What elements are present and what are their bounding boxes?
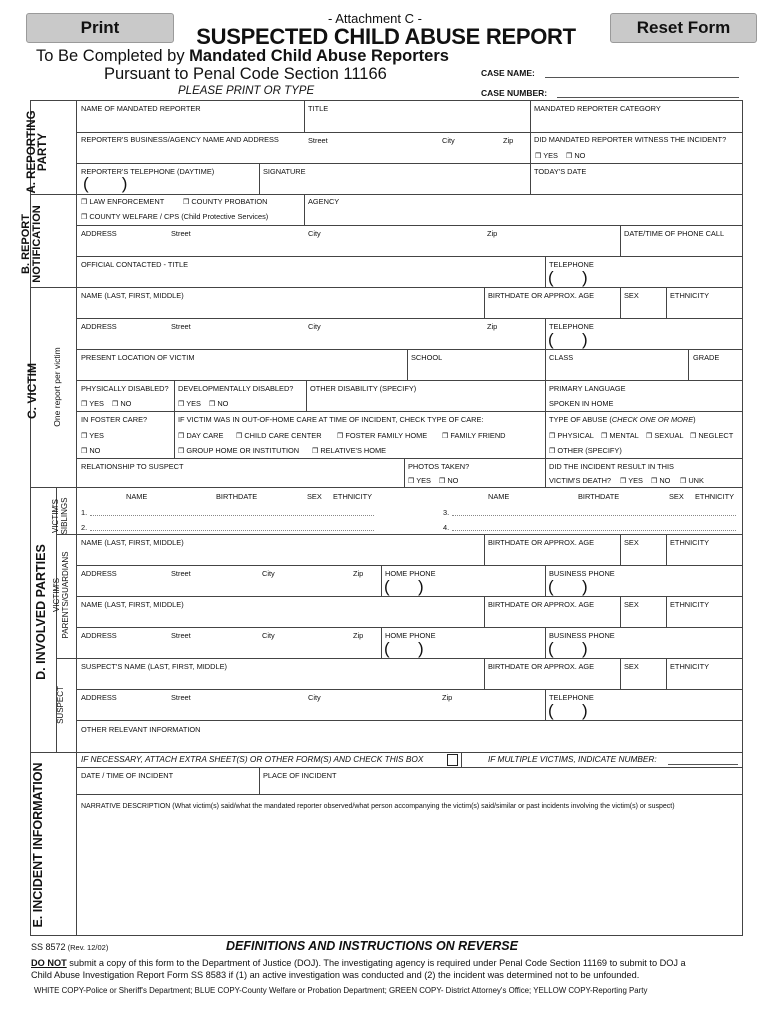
- siblings-birthdate-header: BIRTHDATE: [216, 492, 258, 501]
- subtitle-line-2: Pursuant to Penal Code Section 11166: [104, 65, 387, 83]
- sexual-abuse-checkbox[interactable]: ❒ SEXUAL: [646, 431, 684, 440]
- parent-1-zip-label: Zip: [353, 569, 364, 578]
- suspect-name-field[interactable]: SUSPECT'S NAME (LAST, FIRST, MIDDLE): [81, 662, 227, 671]
- parent-1-address-field[interactable]: ADDRESS: [81, 569, 117, 578]
- family-friend-checkbox[interactable]: ❒ FAMILY FRIEND: [442, 431, 506, 440]
- parent-1-city-label: City: [262, 569, 275, 578]
- other-relevant-info-field[interactable]: OTHER RELEVANT INFORMATION: [81, 725, 201, 734]
- law-enforcement-checkbox[interactable]: ❒ LAW ENFORCEMENT: [81, 197, 165, 206]
- form-title: SUSPECTED CHILD ABUSE REPORT: [196, 24, 576, 49]
- section-a-label: A. REPORTING PARTY: [26, 110, 49, 194]
- case-number-label: CASE NUMBER:: [481, 88, 548, 98]
- abuse-type-question: TYPE OF ABUSE (CHECK ONE OR MORE): [549, 415, 696, 424]
- suspect-address-field[interactable]: ADDRESS: [81, 693, 117, 702]
- siblings-ethnicity-header-2: ETHNICITY: [695, 492, 735, 501]
- county-probation-checkbox[interactable]: ❒ COUNTY PROBATION: [183, 197, 268, 206]
- reporter-business-field[interactable]: REPORTER'S BUSINESS/AGENCY NAME AND ADDRESS: [81, 135, 279, 144]
- foster-family-home-checkbox[interactable]: ❒ FOSTER FAMILY HOME: [337, 431, 428, 440]
- spoken-in-home-label: SPOKEN IN HOME: [549, 399, 614, 408]
- subtitle-line-1: [36, 47, 449, 66]
- case-name-label: CASE NAME:: [481, 68, 535, 78]
- death-no[interactable]: ❒ NO: [651, 476, 671, 485]
- siblings-sex-header: SEX: [307, 492, 322, 501]
- relationship-to-suspect-field[interactable]: RELATIONSHIP TO SUSPECT: [81, 462, 184, 471]
- suspect-sex-field[interactable]: SEX: [624, 662, 639, 671]
- siblings-birthdate-header-2: BIRTHDATE: [578, 492, 620, 501]
- victim-ethnicity-field[interactable]: ETHNICITY: [670, 291, 710, 300]
- reporter-category-field[interactable]: MANDATED REPORTER CATEGORY: [534, 104, 661, 113]
- sibling-3-field[interactable]: [452, 515, 736, 516]
- multiple-victims-label: IF MULTIPLE VICTIMS, INDICATE NUMBER:: [488, 754, 657, 764]
- victim-phone-area: ( ): [548, 330, 588, 349]
- group-home-checkbox[interactable]: ❒ GROUP HOME OR INSTITUTION: [178, 446, 300, 455]
- parent-2-zip-label: Zip: [353, 631, 364, 640]
- attachment-label: - Attachment C -: [328, 11, 422, 26]
- subtitle-bold: Mandated Child Abuse Reporters: [189, 47, 449, 65]
- day-care-checkbox[interactable]: ❒ DAY CARE: [178, 431, 224, 440]
- todays-date-field[interactable]: TODAY'S DATE: [534, 167, 587, 176]
- victim-grade-field[interactable]: GRADE: [693, 353, 720, 362]
- suspect-ethnicity-field[interactable]: ETHNICITY: [670, 662, 710, 671]
- copy-distribution: WHITE COPY-Police or Sheriff's Department; BLUE COPY-County Welfare or Probation Department; GREEN COPY- District Attorney's Office; YELLOW COPY-Reporting Party: [34, 986, 648, 995]
- section-d-label: D. INVOLVED PARTIES: [34, 544, 48, 680]
- parent-2-birthdate-field[interactable]: BIRTHDATE OR APPROX. AGE: [488, 600, 595, 609]
- victim-city-label: City: [308, 322, 321, 331]
- county-welfare-checkbox[interactable]: ❒ COUNTY WELFARE / CPS (Child Protective Services): [81, 212, 269, 221]
- phone-call-datetime-field[interactable]: DATE/TIME OF PHONE CALL: [624, 229, 725, 238]
- notification-street-label: Street: [171, 229, 191, 238]
- reset-form-button[interactable]: Reset Form: [610, 13, 757, 43]
- victim-name-field[interactable]: NAME (LAST, FIRST, MIDDLE): [81, 291, 184, 300]
- physically-disabled-yes[interactable]: ❒ YES: [81, 399, 104, 408]
- witness-yes-checkbox[interactable]: ❒ YES: [535, 151, 558, 160]
- incident-datetime-field[interactable]: DATE / TIME OF INCIDENT: [81, 771, 174, 780]
- photos-taken-question: PHOTOS TAKEN?: [408, 462, 470, 471]
- suspect-sublabel: SUSPECT: [56, 686, 65, 724]
- physical-abuse-checkbox[interactable]: ❒ PHYSICAL: [549, 431, 594, 440]
- notification-zip-label: Zip: [487, 229, 498, 238]
- parent-1-home-phone-field[interactable]: HOME PHONE: [385, 569, 436, 578]
- agency-field[interactable]: AGENCY: [308, 197, 340, 206]
- case-name-field[interactable]: [545, 77, 739, 78]
- parent-1-street-label: Street: [171, 569, 191, 578]
- parent-2-city-label: City: [262, 631, 275, 640]
- please-print-label: PLEASE PRINT OR TYPE: [178, 85, 315, 97]
- reporter-street-label: Street: [308, 136, 328, 145]
- photos-no[interactable]: ❒ NO: [439, 476, 459, 485]
- parent-1-birthdate-field[interactable]: BIRTHDATE OR APPROX. AGE: [488, 538, 595, 547]
- victim-address-field[interactable]: ADDRESS: [81, 322, 117, 331]
- siblings-name-header-2: NAME: [488, 492, 510, 501]
- reporter-zip-label: Zip: [503, 136, 514, 145]
- siblings-sublabel: VICTIM'S SIBLINGS: [51, 497, 69, 535]
- notification-telephone-field[interactable]: TELEPHONE: [549, 260, 594, 269]
- instruction-text-1: submit a copy of this form to the Department of Justice (DOJ). The investigating agency is required under Penal Code Section 11169 to submit to DOJ a: [66, 958, 686, 968]
- sibling-1-field[interactable]: [90, 515, 374, 516]
- narrative-field[interactable]: NARRATIVE DESCRIPTION (What victim(s) said/what the mandated reporter observed/what person accompanying the victim(s) said/similar or past incidents involving the victim(s) or suspect): [81, 803, 675, 810]
- do-not-text: DO NOT: [31, 958, 67, 968]
- parent-2-home-phone-area: ( ): [384, 639, 424, 658]
- suspect-street-label: Street: [171, 693, 191, 702]
- notification-phone-area: ( ): [548, 268, 588, 287]
- victim-birthdate-field[interactable]: BIRTHDATE OR APPROX. AGE: [488, 291, 595, 300]
- physically-disabled-no[interactable]: ❒ NO: [112, 399, 132, 408]
- parents-sublabel: VICTIM'S PARENTS/GUARDIANS: [52, 551, 70, 639]
- other-disability-field[interactable]: OTHER DISABILITY (SPECIFY): [310, 384, 417, 393]
- suspect-phone-area: ( ): [548, 701, 588, 720]
- victim-telephone-field[interactable]: TELEPHONE: [549, 322, 594, 331]
- victim-class-field[interactable]: CLASS: [549, 353, 574, 362]
- neglect-checkbox[interactable]: ❒ NEGLECT: [690, 431, 734, 440]
- victim-location-field[interactable]: PRESENT LOCATION OF VICTIM: [81, 353, 195, 362]
- parent-2-ethnicity-field[interactable]: ETHNICITY: [670, 600, 710, 609]
- definitions-heading: DEFINITIONS AND INSTRUCTIONS ON REVERSE: [226, 939, 518, 953]
- photos-yes[interactable]: ❒ YES: [408, 476, 431, 485]
- form-number-text: SS 8572: [31, 942, 66, 952]
- parent-1-name-field[interactable]: NAME (LAST, FIRST, MIDDLE): [81, 538, 184, 547]
- case-number-field[interactable]: [557, 97, 739, 98]
- victim-street-label: Street: [171, 322, 191, 331]
- death-question-2: VICTIM'S DEATH?: [549, 476, 612, 485]
- developmentally-disabled-question: DEVELOPMENTALLY DISABLED?: [178, 384, 294, 393]
- multiple-victims-field[interactable]: [668, 764, 738, 765]
- victim-school-field[interactable]: SCHOOL: [411, 353, 443, 362]
- reporter-signature-field[interactable]: SIGNATURE: [263, 167, 306, 176]
- sibling-2-number: 2.: [81, 523, 88, 532]
- other-abuse-checkbox[interactable]: ❒ OTHER (SPECIFY): [549, 446, 622, 455]
- parent-2-address-field[interactable]: ADDRESS: [81, 631, 117, 640]
- developmentally-disabled-no[interactable]: ❒ NO: [209, 399, 229, 408]
- parent-1-business-phone-field[interactable]: BUSINESS PHONE: [549, 569, 615, 578]
- victim-sex-field[interactable]: SEX: [624, 291, 639, 300]
- parent-2-business-phone-area: ( ): [548, 639, 588, 658]
- section-c-label: C. VICTIM: [25, 363, 39, 419]
- form-revision: (Rev. 12/02): [65, 943, 109, 952]
- incident-place-field[interactable]: PLACE OF INCIDENT: [263, 771, 337, 780]
- instruction-line-1: [31, 958, 686, 968]
- relatives-home-checkbox[interactable]: ❒ RELATIVE'S HOME: [312, 446, 387, 455]
- print-button[interactable]: Print: [26, 13, 174, 43]
- sibling-3-number: 3.: [443, 508, 450, 517]
- section-c-sublabel: One report per victim: [52, 347, 62, 427]
- mental-abuse-checkbox[interactable]: ❒ MENTAL: [601, 431, 639, 440]
- reporter-phone-area: ( ): [83, 174, 128, 193]
- parent-2-business-phone-field[interactable]: BUSINESS PHONE: [549, 631, 615, 640]
- section-b-label: B. REPORT NOTIFICATION: [20, 205, 43, 283]
- sibling-1-number: 1.: [81, 508, 88, 517]
- parent-2-sex-field[interactable]: SEX: [624, 600, 639, 609]
- parent-2-home-phone-field[interactable]: HOME PHONE: [385, 631, 436, 640]
- parent-2-street-label: Street: [171, 631, 191, 640]
- suspect-birthdate-field[interactable]: BIRTHDATE OR APPROX. AGE: [488, 662, 595, 671]
- official-contacted-field[interactable]: OFFICIAL CONTACTED - TITLE: [81, 260, 189, 269]
- parent-2-name-field[interactable]: NAME (LAST, FIRST, MIDDLE): [81, 600, 184, 609]
- siblings-name-header: NAME: [126, 492, 148, 501]
- section-e-label: E. INCIDENT INFORMATION: [31, 762, 45, 928]
- siblings-ethnicity-header: ETHNICITY: [333, 492, 373, 501]
- physically-disabled-question: PHYSICALLY DISABLED?: [81, 384, 169, 393]
- care-type-question: IF VICTIM WAS IN OUT-OF-HOME CARE AT TIME OF INCIDENT, CHECK TYPE OF CARE:: [178, 415, 484, 424]
- sibling-4-number: 4.: [443, 523, 450, 532]
- reporter-name-field[interactable]: NAME OF MANDATED REPORTER: [81, 104, 201, 113]
- primary-language-field[interactable]: PRIMARY LANGUAGE: [549, 384, 626, 393]
- subtitle-prefix: To Be Completed by: [36, 47, 190, 65]
- suspect-city-label: City: [308, 693, 321, 702]
- suspect-zip-label: Zip: [442, 693, 453, 702]
- siblings-sex-header-2: SEX: [669, 492, 684, 501]
- foster-care-question: IN FOSTER CARE?: [81, 415, 148, 424]
- reporter-phone-field[interactable]: REPORTER'S TELEPHONE (DAYTIME): [81, 167, 215, 176]
- child-care-center-checkbox[interactable]: ❒ CHILD CARE CENTER: [236, 431, 322, 440]
- reporter-title-field[interactable]: TITLE: [308, 104, 329, 113]
- notification-address-field[interactable]: ADDRESS: [81, 229, 117, 238]
- attach-sheets-checkbox[interactable]: [447, 754, 458, 766]
- parent-1-sex-field[interactable]: SEX: [624, 538, 639, 547]
- sibling-2-field[interactable]: [90, 530, 374, 531]
- notification-city-label: City: [308, 229, 321, 238]
- witness-question: DID MANDATED REPORTER WITNESS THE INCIDENT?: [534, 135, 727, 144]
- death-question-1: DID THE INCIDENT RESULT IN THIS: [549, 462, 674, 471]
- suspect-telephone-field[interactable]: TELEPHONE: [549, 693, 594, 702]
- death-unk[interactable]: ❒ UNK: [680, 476, 704, 485]
- witness-no-checkbox[interactable]: ❒ NO: [566, 151, 586, 160]
- parent-1-home-phone-area: ( ): [384, 577, 424, 596]
- parent-1-business-phone-area: ( ): [548, 577, 588, 596]
- attach-sheets-label: IF NECESSARY, ATTACH EXTRA SHEET(S) OR OTHER FORM(S) AND CHECK THIS BOX: [81, 754, 424, 764]
- reporter-city-label: City: [442, 136, 455, 145]
- developmentally-disabled-yes[interactable]: ❒ YES: [178, 399, 201, 408]
- foster-care-no[interactable]: ❒ NO: [81, 446, 101, 455]
- victim-zip-label: Zip: [487, 322, 498, 331]
- instruction-line-2: Child Abuse Investigation Report Form SS 8583 if (1) an active investigation was conducted and (2) the incident was determined not to be unfounded.: [31, 970, 640, 980]
- foster-care-yes[interactable]: ❒ YES: [81, 431, 104, 440]
- form-number: [31, 942, 108, 952]
- death-yes[interactable]: ❒ YES: [620, 476, 643, 485]
- parent-1-ethnicity-field[interactable]: ETHNICITY: [670, 538, 710, 547]
- sibling-4-field[interactable]: [452, 530, 736, 531]
